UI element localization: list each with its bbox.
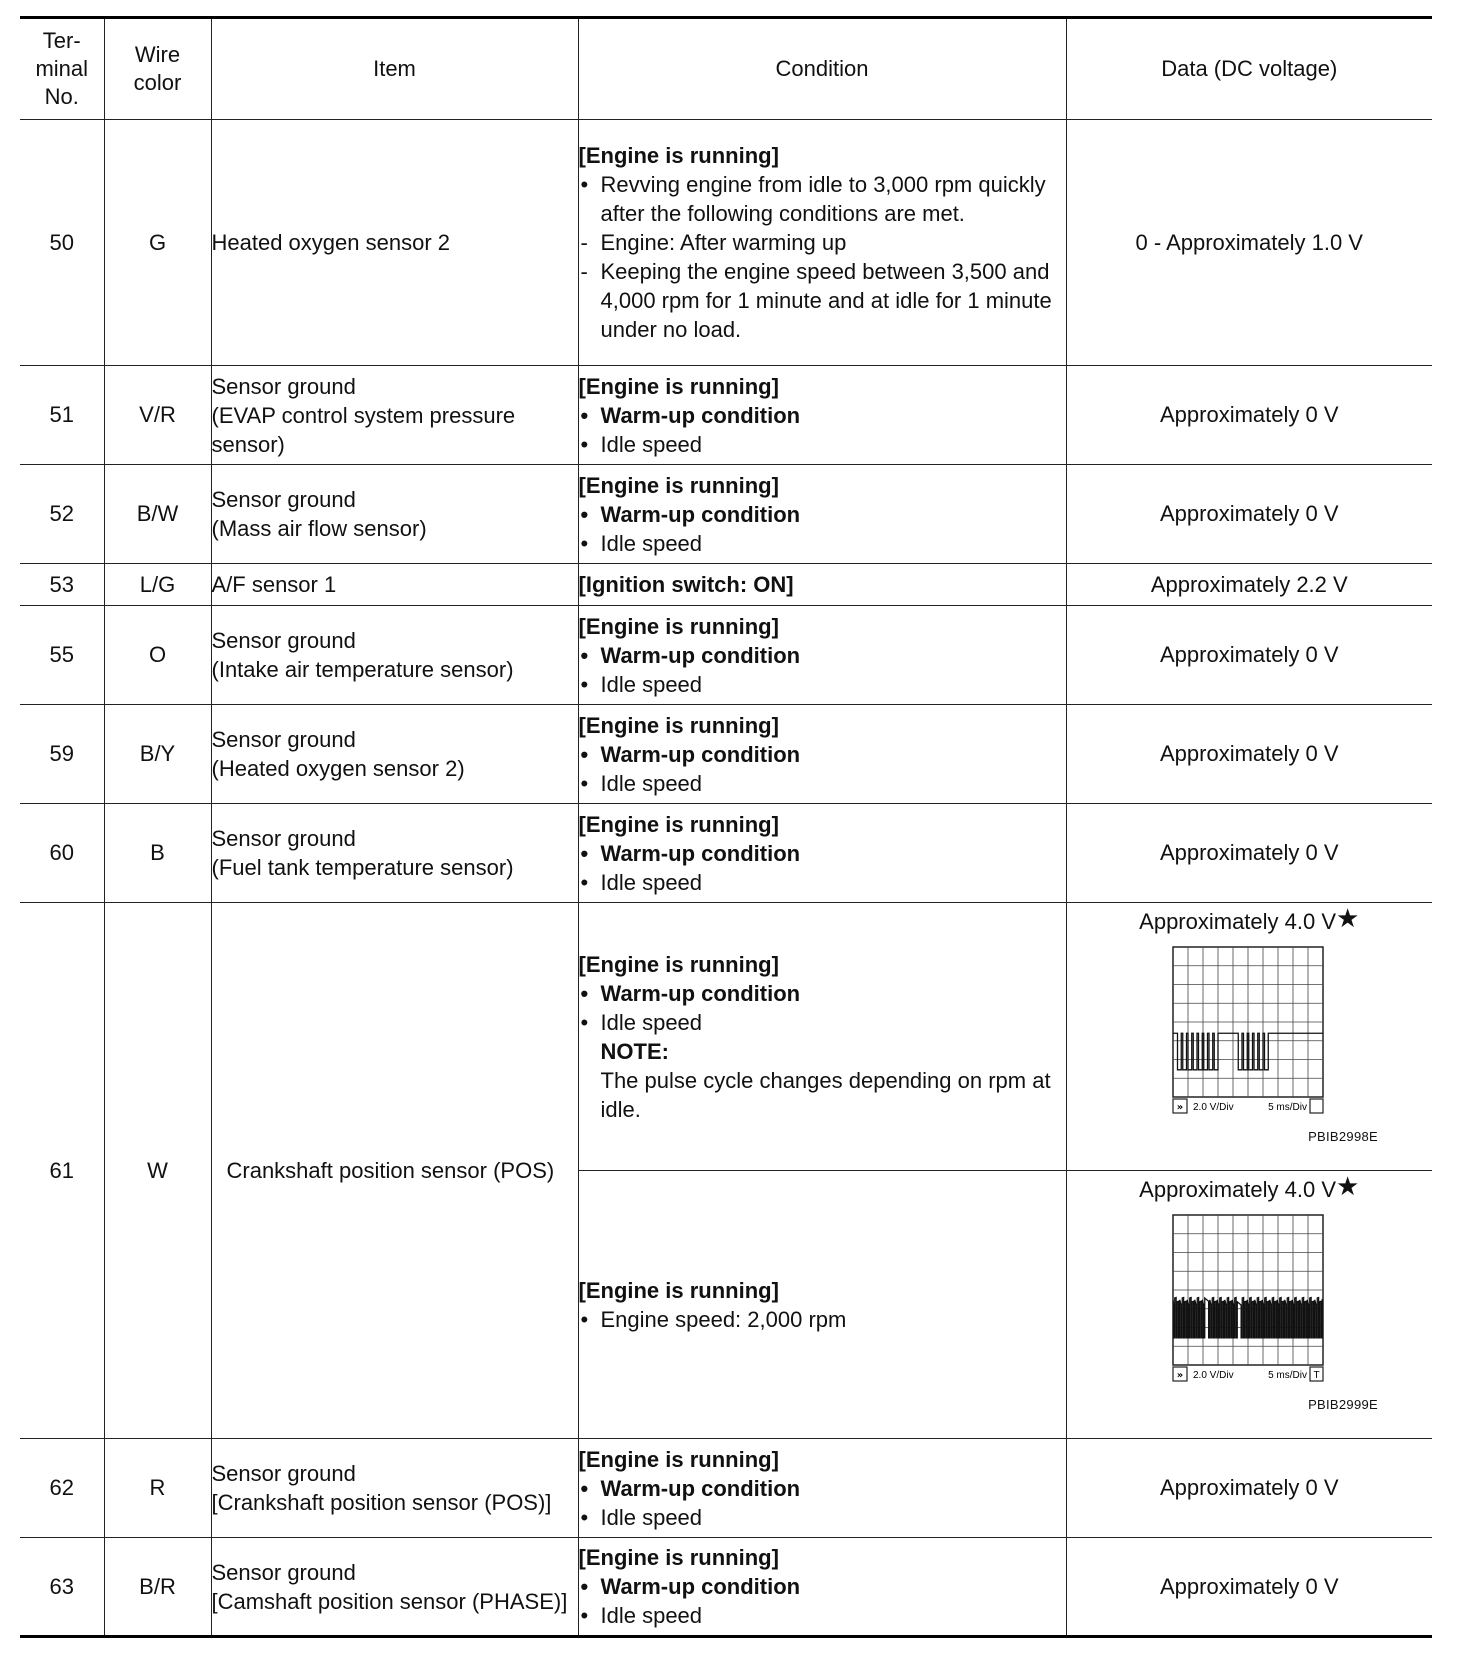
item-line: Sensor ground: [211, 826, 356, 851]
bullet-icon: •: [580, 402, 589, 428]
item-cell: [211, 120, 578, 366]
data-cell: Approximately 2.2 V: [1066, 564, 1432, 606]
terminal-cell: 62: [20, 1439, 104, 1538]
trigger-label: T: [1313, 1370, 1320, 1381]
condition-heading: [Ignition switch: ON]: [578, 572, 794, 597]
condition-list-item: [579, 769, 1066, 798]
wire-cell: B: [104, 804, 211, 903]
item-cell: [211, 564, 578, 606]
item-line: [Crankshaft position sensor (POS)]: [211, 1490, 552, 1515]
condition-list-item: [579, 839, 1066, 868]
condition-cell: [578, 1171, 1066, 1439]
ecm-terminal-table: [20, 16, 1432, 1638]
oscilloscope-waveform: [1169, 945, 1329, 1125]
table-header: [20, 18, 1432, 120]
waveform-voltage-label: Approximately 4.0 V★: [1139, 903, 1360, 934]
condition-cell: [578, 804, 1066, 903]
wire-cell: V/R: [104, 366, 211, 465]
wire-cell: L/G: [104, 564, 211, 606]
dash-icon: -: [580, 230, 588, 255]
bullet-icon: •: [580, 770, 589, 796]
condition-text: Engine speed: 2,000 rpm: [600, 1306, 847, 1332]
terminal-cell: 53: [20, 564, 104, 606]
header-terminal: Ter- minal No.: [20, 18, 104, 120]
bullet-icon: •: [580, 741, 589, 767]
condition-text: Idle speed: [600, 1009, 703, 1035]
condition-heading: [Engine is running]: [578, 1545, 779, 1570]
condition-list-item: [579, 868, 1066, 897]
bullet-icon: •: [580, 671, 589, 697]
figure-id: PBIB2999E: [1308, 1397, 1378, 1412]
condition-list-item: [579, 430, 1066, 459]
table-row: [20, 1538, 1432, 1637]
condition-text: Idle speed: [600, 671, 703, 697]
waveform-trace: [1173, 1298, 1323, 1338]
table-row: [20, 564, 1432, 606]
condition-cell: [578, 903, 1066, 1171]
condition-heading: [Engine is running]: [578, 951, 779, 977]
condition-list-item: [579, 1008, 1066, 1037]
wire-cell: W: [104, 903, 211, 1439]
table-row: [20, 804, 1432, 903]
item-line: A/F sensor 1: [211, 572, 337, 597]
terminal-cell: 55: [20, 606, 104, 705]
condition-list-item: [579, 1572, 1066, 1601]
item-cell: [211, 366, 578, 465]
condition-text: Warm-up condition: [600, 1574, 801, 1599]
bullet-icon: •: [580, 840, 589, 866]
star-icon: ★: [1336, 1171, 1360, 1201]
terminal-cell: 52: [20, 465, 104, 564]
bullet-icon: •: [580, 431, 589, 457]
voltage-scale-label: 2.0 V/Div: [1193, 1102, 1234, 1113]
terminal-cell: 51: [20, 366, 104, 465]
item-line: Sensor ground: [211, 727, 356, 752]
item-cell: [211, 606, 578, 705]
condition-text: Idle speed: [600, 1504, 703, 1530]
condition-cell: [578, 465, 1066, 564]
bullet-icon: •: [580, 1504, 589, 1530]
item-cell: [211, 1538, 578, 1637]
condition-list-item: [579, 1601, 1066, 1630]
condition-cell: [578, 1439, 1066, 1538]
condition-list-item: [579, 170, 1066, 228]
item-cell: Crankshaft position sensor (POS): [211, 903, 578, 1439]
header-wire-color: Wire color: [104, 18, 211, 120]
trigger-box: [1310, 1099, 1323, 1113]
table-row: [20, 1439, 1432, 1538]
dash-icon: -: [580, 259, 588, 284]
condition-text: Warm-up condition: [600, 642, 801, 668]
item-line: Sensor ground: [211, 487, 356, 512]
oscilloscope-waveform: [1169, 1213, 1329, 1393]
terminal-cell: 50: [20, 120, 104, 366]
wire-cell: B/R: [104, 1538, 211, 1637]
item-line: Sensor ground: [211, 1559, 356, 1585]
double-chevron-icon: »: [1177, 1370, 1184, 1381]
data-cell: Approximately 0 V: [1066, 804, 1432, 903]
waveform-cell: [1066, 903, 1432, 1171]
wire-cell: R: [104, 1439, 211, 1538]
condition-heading: [Engine is running]: [578, 1446, 779, 1472]
terminal-cell: 61: [20, 903, 104, 1439]
bullet-icon: •: [580, 1306, 589, 1332]
condition-text: Keeping the engine speed between 3,500 and 4,000 rpm for 1 minute and at idle for 1 minute under no load.: [600, 259, 1052, 342]
terminal-cell: 59: [20, 705, 104, 804]
item-line: (Mass air flow sensor): [211, 516, 427, 541]
figure-id: PBIB2998E: [1308, 1129, 1378, 1144]
condition-list-item: [579, 1474, 1066, 1503]
item-line: (EVAP control system pressure sensor): [211, 402, 516, 457]
condition-list-item: [579, 1305, 1066, 1334]
condition-text: Idle speed: [600, 431, 703, 457]
condition-cell: [578, 705, 1066, 804]
voltage-scale-label: 2.0 V/Div: [1193, 1370, 1234, 1381]
header-data: Data (DC voltage): [1066, 18, 1432, 120]
table-row: [20, 903, 1432, 1171]
item-line: [Camshaft position sensor (PHASE)]: [211, 1588, 568, 1614]
condition-list-item: [579, 1503, 1066, 1532]
condition-list-item: [579, 500, 1066, 529]
data-cell: Approximately 0 V: [1066, 1538, 1432, 1637]
star-icon: ★: [1336, 903, 1360, 933]
condition-text: Warm-up condition: [600, 741, 801, 767]
condition-text: Idle speed: [600, 869, 703, 895]
bullet-icon: •: [580, 869, 589, 895]
waveform-voltage-label: Approximately 4.0 V★: [1139, 1171, 1360, 1202]
condition-list-item: [579, 670, 1066, 699]
condition-heading: [Engine is running]: [578, 1277, 779, 1303]
note-label: NOTE:: [600, 1038, 669, 1064]
condition-list-item: [579, 529, 1066, 558]
condition-text: Engine: After warming up: [600, 230, 847, 255]
bullet-icon: •: [580, 1574, 589, 1599]
item-line: (Heated oxygen sensor 2): [211, 756, 465, 781]
terminal-cell: 60: [20, 804, 104, 903]
wire-cell: G: [104, 120, 211, 366]
table-row: [20, 366, 1432, 465]
wire-cell: B/W: [104, 465, 211, 564]
condition-text: Warm-up condition: [600, 840, 801, 866]
condition-cell: [578, 120, 1066, 366]
bullet-icon: •: [580, 1009, 589, 1035]
item-cell: [211, 705, 578, 804]
condition-cell: [578, 564, 1066, 606]
header-item: Item: [211, 18, 578, 120]
condition-text: Idle speed: [600, 530, 703, 556]
condition-list-item: [579, 641, 1066, 670]
condition-list-item: [579, 401, 1066, 430]
bullet-icon: •: [580, 1603, 589, 1628]
condition-text: Warm-up condition: [600, 1475, 801, 1501]
double-chevron-icon: »: [1177, 1102, 1184, 1113]
condition-heading: [Engine is running]: [578, 712, 779, 738]
item-cell: [211, 804, 578, 903]
item-line: Heated oxygen sensor 2: [211, 230, 450, 255]
condition-list-item: [579, 979, 1066, 1008]
bullet-icon: •: [580, 530, 589, 556]
waveform-cell: [1066, 1171, 1432, 1439]
condition-cell: [578, 606, 1066, 705]
item-cell: [211, 1439, 578, 1538]
table-row: [20, 705, 1432, 804]
table-row: [20, 120, 1432, 366]
condition-text: Idle speed: [600, 770, 703, 796]
bullet-icon: •: [580, 172, 589, 197]
wire-cell: O: [104, 606, 211, 705]
item-line: (Intake air temperature sensor): [211, 657, 514, 682]
condition-heading: [Engine is running]: [578, 613, 779, 639]
condition-text: Revving engine from idle to 3,000 rpm quickly after the following conditions are met.: [600, 172, 1046, 226]
bullet-icon: •: [580, 642, 589, 668]
condition-heading: [Engine is running]: [578, 143, 779, 168]
data-cell: Approximately 0 V: [1066, 606, 1432, 705]
terminal-cell: 63: [20, 1538, 104, 1637]
condition-heading: [Engine is running]: [578, 472, 779, 498]
condition-text: Warm-up condition: [600, 501, 801, 527]
item-cell: [211, 465, 578, 564]
condition-heading: [Engine is running]: [578, 811, 779, 837]
time-scale-label: 5 ms/Div: [1268, 1370, 1308, 1381]
table-body: [20, 120, 1432, 1637]
condition-list-item: [579, 740, 1066, 769]
condition-list-item: [579, 257, 1066, 344]
condition-cell: [578, 366, 1066, 465]
condition-heading: [Engine is running]: [578, 373, 779, 399]
condition-cell: [578, 1538, 1066, 1637]
condition-text: Idle speed: [600, 1603, 703, 1628]
condition-text: Warm-up condition: [600, 980, 801, 1006]
wire-cell: B/Y: [104, 705, 211, 804]
table-row: [20, 465, 1432, 564]
bullet-icon: •: [580, 980, 589, 1006]
item-line: (Fuel tank temperature sensor): [211, 855, 514, 880]
condition-list-item: [579, 228, 1066, 257]
table-row: [20, 606, 1432, 705]
data-cell: Approximately 0 V: [1066, 465, 1432, 564]
data-cell: 0 - Approximately 1.0 V: [1066, 120, 1432, 366]
time-scale-label: 5 ms/Div: [1268, 1102, 1308, 1113]
item-line: Sensor ground: [211, 373, 356, 399]
condition-text: Warm-up condition: [600, 402, 801, 428]
item-line: Sensor ground: [211, 628, 356, 653]
note-text: The pulse cycle changes depending on rpm at idle.: [600, 1067, 1051, 1122]
data-cell: Approximately 0 V: [1066, 1439, 1432, 1538]
item-line: Sensor ground: [211, 1461, 356, 1486]
bullet-icon: •: [580, 1475, 589, 1501]
data-cell: Approximately 0 V: [1066, 705, 1432, 804]
bullet-icon: •: [580, 501, 589, 527]
data-cell: Approximately 0 V: [1066, 366, 1432, 465]
header-condition: Condition: [578, 18, 1066, 120]
